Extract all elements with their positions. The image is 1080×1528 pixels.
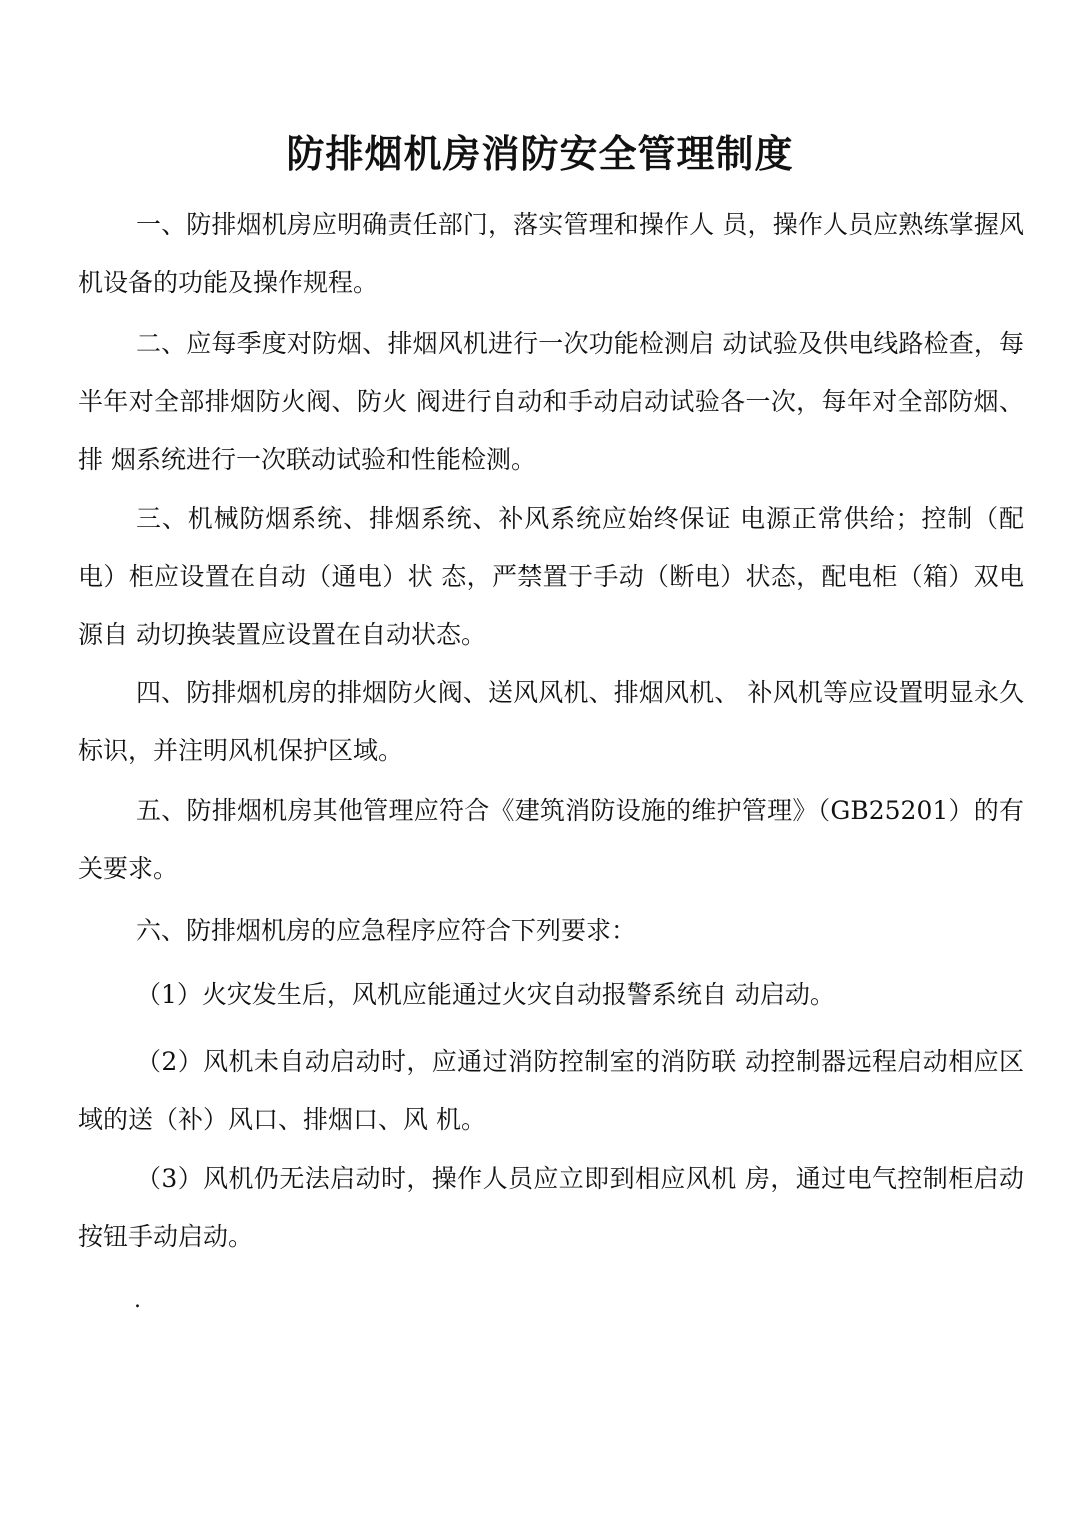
paragraph-1: 一、防排烟机房应明确责任部门，落实管理和操作人 员，操作人员应熟练掌握风机设备的功能及操作规程。 (78, 210, 1024, 297)
list-item-2: （2）风机未自动启动时，应通过消防控制室的消防联 动控制器远程启动相应区域的送（补）风口、排烟口、风 机。 (78, 1047, 1024, 1134)
document-title: 防排烟机房消防安全管理制度 (286, 132, 794, 176)
list-item-3: （3）风机仍无法启动时，操作人员应立即到相应风机 房，通过电气控制柜启动按钮手动启动。 (78, 1164, 1024, 1251)
paragraph-4: 四、防排烟机房的排烟防火阀、送风风机、排烟风机、 补风机等应设置明显永久标识，并注明风机保护区域。 (78, 678, 1024, 765)
list-item-1: （1）火灾发生后，风机应能通过火灾自动报警系统自 动启动。 (136, 980, 835, 1009)
paragraph-5: 五、防排烟机房其他管理应符合《建筑消防设施的维护管理》（GB25201）的有关要求。 (78, 796, 1024, 883)
paragraph-6: 六、防排烟机房的应急程序应符合下列要求： (136, 916, 637, 945)
paragraph-3: 三、机械防烟系统、排烟系统、补风系统应始终保证 电源正常供给；控制（配电）柜应设置在自动（通电）状 态，严禁置于手动（断电）状态，配电柜（箱）双电源自 动切换装置应设置在自动状态。 (78, 504, 1024, 649)
paragraph-2: 二、应每季度对防烟、排烟风机进行一次功能检测启 动试验及供电线路检查，每半年对全部排烟防火阀、防火 阀进行自动和手动启动试验各一次，每年对全部防烟、排 烟系统进行一次联动试验和性能检测。 (78, 329, 1024, 474)
trailing-mark: . (134, 1288, 141, 1313)
